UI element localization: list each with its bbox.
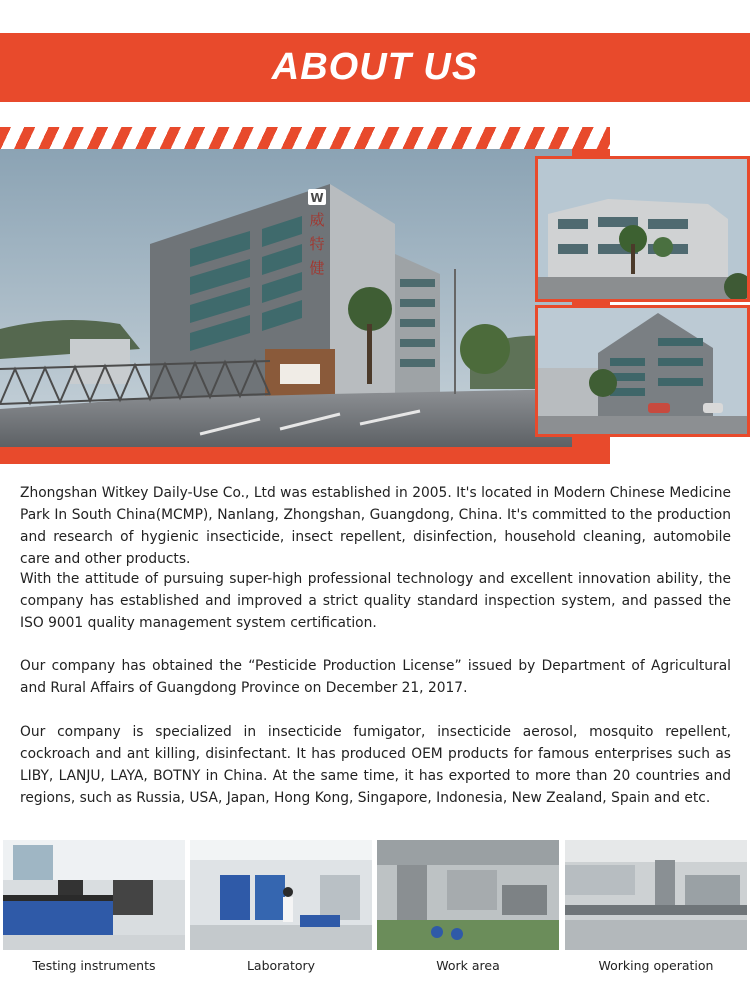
license-paragraph: Our company has obtained the “Pesticide Production License” issued by Department of Agricultural and Rural Affairs of Guangdong Province on December 21, 2017. bbox=[20, 658, 731, 696]
work-area-photo bbox=[377, 840, 559, 950]
about-us-banner bbox=[0, 33, 750, 102]
intro-paragraph: Zhongshan Witkey Daily-Use Co., Ltd was established in 2005. It's located in Modern Chinese Medicine Park In South China(MCMP), Nanlang, Zhongshan, Guangdong, China. It's committed to the production and research of hygienic insecticide, insect repellent, disinfection, household cleaning, automobile care and other products. bbox=[20, 485, 731, 567]
laboratory-photo bbox=[190, 840, 372, 950]
quality-paragraph: With the attitude of pursuing super-high professional technology and excellent innovation ability, the company has established and improved a strict quality standard inspection system, and passed the ISO 9001 quality management system certification. bbox=[20, 571, 731, 631]
page-title: ABOUT US bbox=[271, 46, 479, 88]
building-logo: W bbox=[310, 191, 324, 205]
building-main-photo bbox=[0, 149, 572, 447]
products-paragraph: Our company is specialized in insecticide fumigator, insecticide aerosol, mosquito repellent, cockroach and ant killing, disinfectant. It has produced OEM products for famous enterprises such as LIBY, LANJU, LAYA, BOTNY in China. At the same time, it has exported to more than 20 countries and regions, such as Russia, USA, Japan, Hong Kong, Singapore, Indonesia, New Zealand, Spain and etc. bbox=[20, 724, 731, 806]
building-sign-char-2: 特 bbox=[309, 235, 325, 253]
gallery-caption-laboratory: Laboratory bbox=[246, 958, 316, 973]
decorative-stripes bbox=[0, 127, 610, 149]
testing-instruments-photo bbox=[3, 840, 185, 950]
working-operation-photo bbox=[565, 840, 747, 950]
building-sign-char-3: 健 bbox=[309, 259, 325, 277]
building-sign-char-1: 威 bbox=[309, 211, 325, 229]
gallery-caption-testing: Testing instruments bbox=[32, 958, 156, 973]
building-side-photo-1 bbox=[535, 156, 750, 302]
gallery-caption-working-operation: Working operation bbox=[598, 958, 714, 973]
building-side-photo-2 bbox=[535, 305, 750, 437]
gallery-caption-work-area: Work area bbox=[436, 958, 500, 973]
